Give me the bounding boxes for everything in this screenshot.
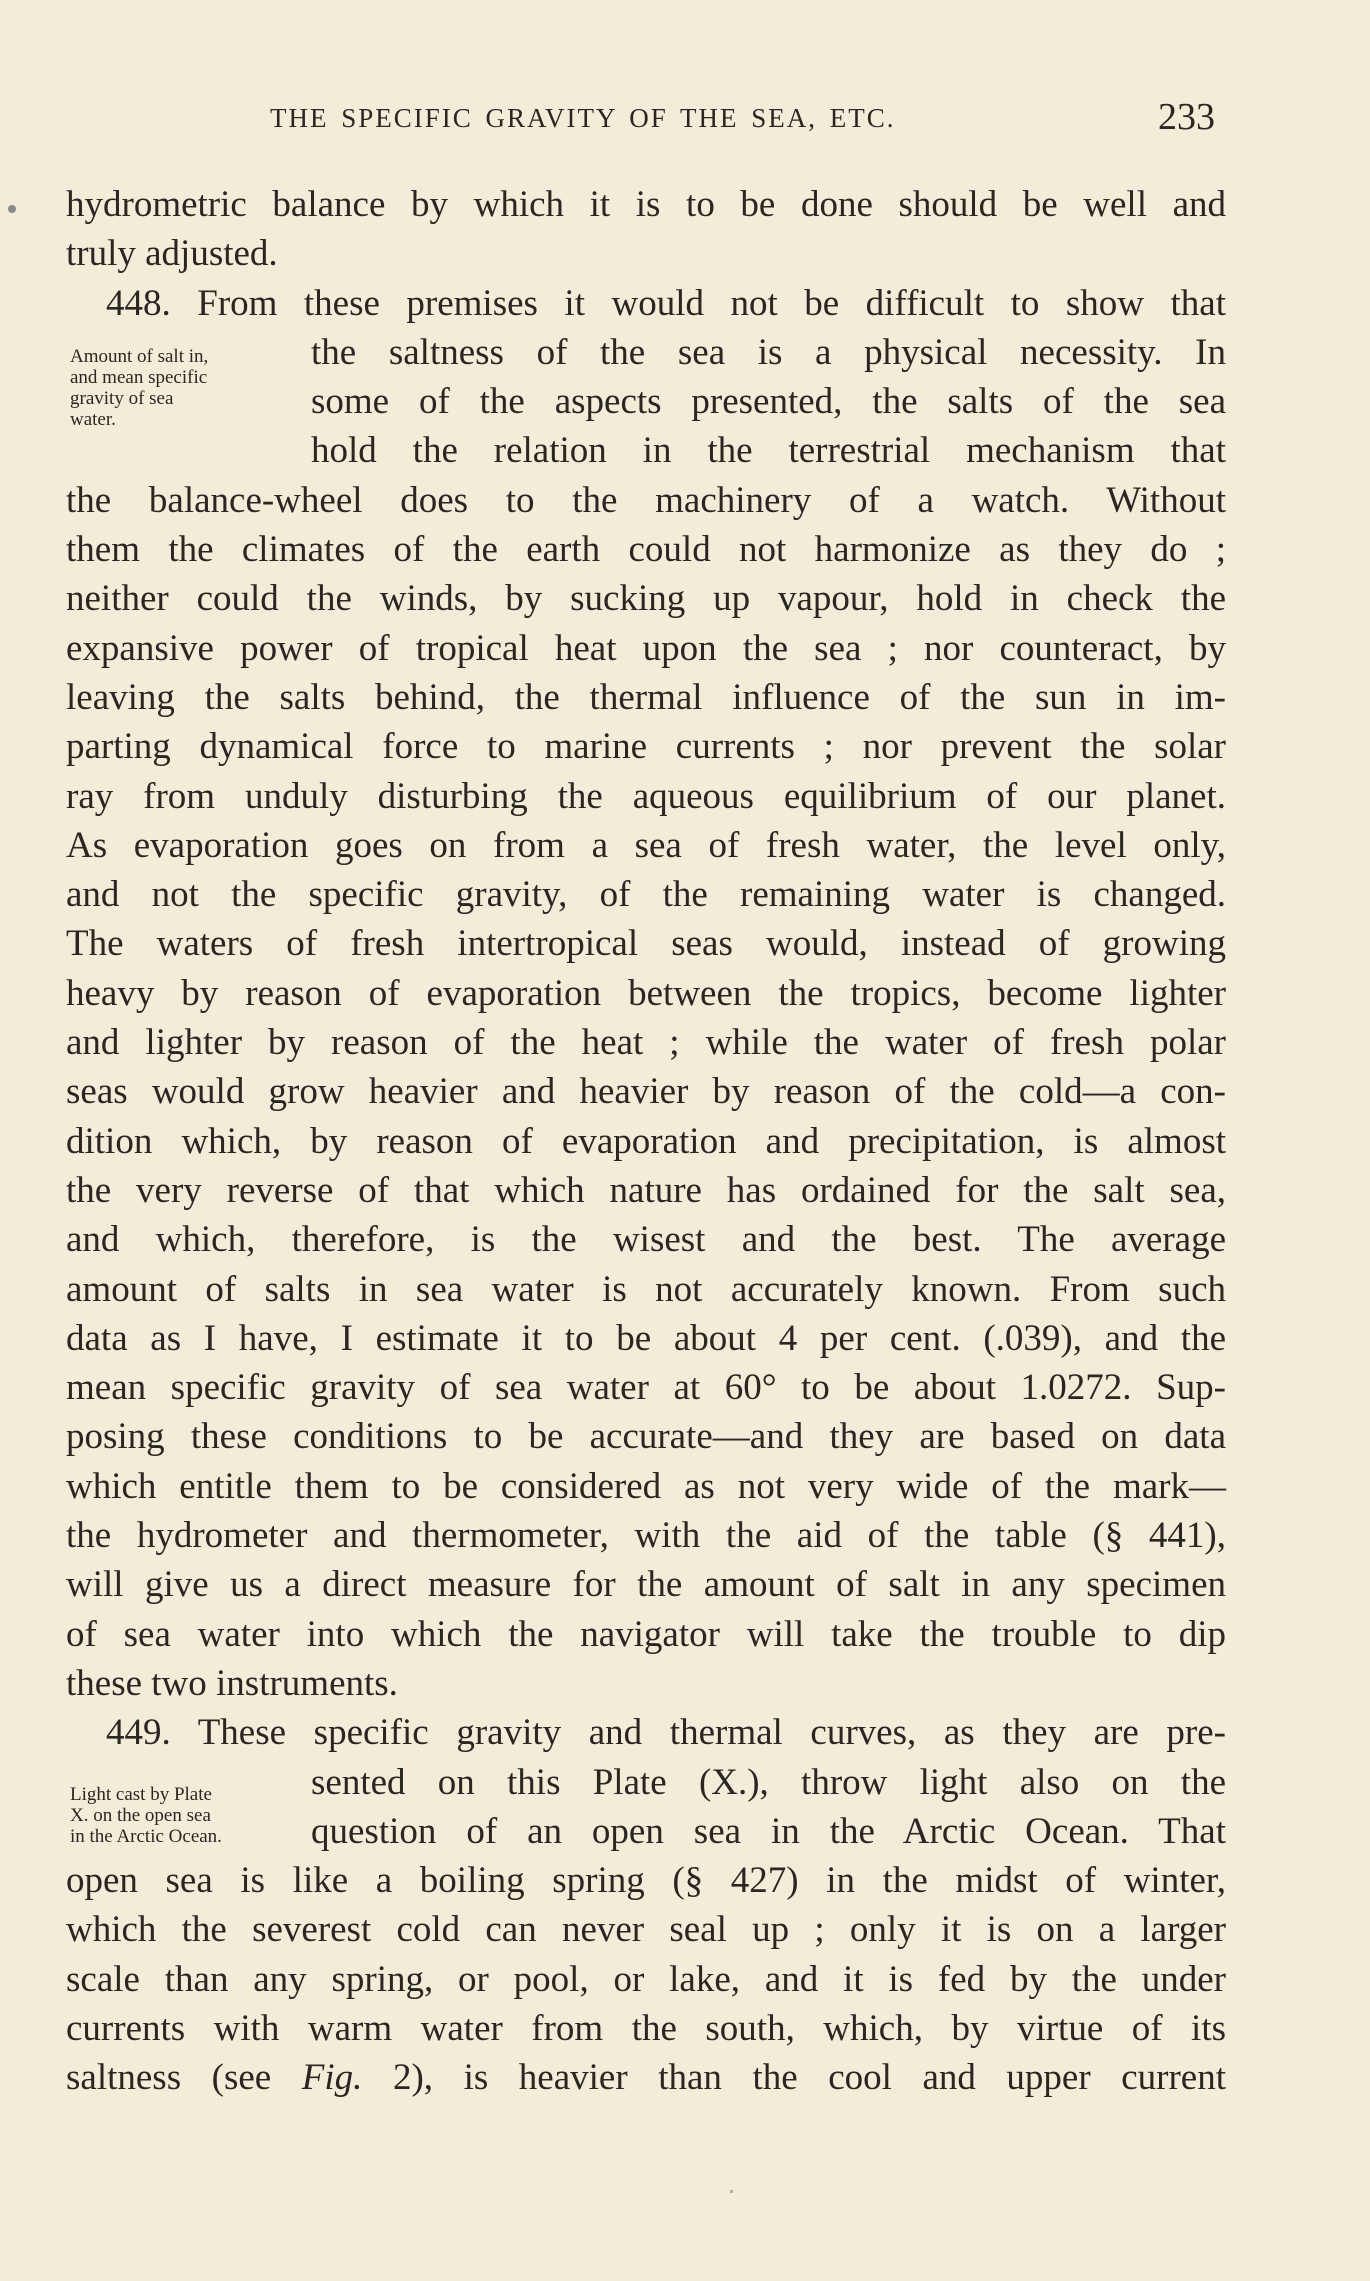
sidenote-line: in the Arctic Ocean. [70,1826,222,1847]
text-line: open sea is like a boiling spring (§ 427) in the midst of winter, [66,1860,1226,1902]
text-line: the saltness of the sea is a physical necessity. In [311,331,1226,373]
sidenote-line: Amount of salt in, [70,346,209,367]
text-line: will give us a direct measure for the amount of salt in any specimen [66,1564,1226,1606]
text-line: leaving the salts behind, the thermal influence of the sun in im- [66,676,1226,718]
text-line: mean specific gravity of sea water at 60° to be about 1.0272. Sup- [66,1367,1226,1409]
sidenote-line: and mean specific [70,367,208,388]
text-line: currents with warm water from the south, which, by virtue of its [66,2007,1226,2049]
figure-reference: Fig. [301,2057,363,2099]
text-line: them the climates of the earth could not harmonize as they do ; [66,529,1226,571]
text-line: these two instruments. [66,1662,398,1704]
margin-dot [8,205,16,213]
text-line: hydrometric balance by which it is to be done should be well and [66,184,1226,225]
text-line: posing these conditions to be accurate—and they are based on data [66,1416,1226,1458]
text-line: As evaporation goes on from a sea of fresh water, the level only, [66,824,1226,866]
text-line: hold the relation in the terrestrial mechanism that [311,430,1226,472]
text-line: neither could the winds, by sucking up vapour, hold in check the [66,578,1226,620]
text-segment: 2), is heavier than the cool and upper current [362,2057,1226,2099]
sidenote-line: Light cast by Plate [70,1784,212,1805]
body-text [66,180,1226,2103]
text-line: and not the specific gravity, of the remaining water is changed. [66,874,1226,916]
sidenote-line: water. [70,409,116,430]
running-head: THE SPECIFIC GRAVITY OF THE SEA, ETC. [270,103,896,133]
text-line: the hydrometer and thermometer, with the aid of the table (§ 441), [66,1515,1226,1557]
text-line: expansive power of tropical heat upon the sea ; nor counteract, by [66,627,1226,669]
sidenote-line: X. on the open sea [70,1805,211,1826]
text-line: dition which, by reason of evaporation and precipitation, is almost [66,1120,1226,1162]
text-line: data as I have, I estimate it to be about 4 per cent. (.039), and the [66,1317,1226,1359]
text-line-with-figure-ref [66,2053,1226,2102]
text-line: parting dynamical force to marine currents ; nor prevent the solar [66,726,1226,768]
text-line: sented on this Plate (X.), throw light also on the [311,1761,1226,1803]
page-header [270,95,1215,145]
text-line: amount of salts in sea water is not accurately known. From such [66,1268,1226,1310]
text-segment: saltness (see [66,2057,302,2099]
text-line: the very reverse of that which nature has ordained for the salt sea, [66,1169,1226,1211]
sidenote-line: gravity of sea [70,388,174,409]
text-line: which entitle them to be considered as not very wide of the mark— [66,1465,1226,1507]
text-line: truly adjusted. [66,233,278,275]
paragraph-449-start: 449. These specific gravity and thermal curves, as they are pre- [106,1712,1226,1754]
paragraph-448-start: 448. From these premises it would not be difficult to show that [106,282,1226,324]
text-line: which the severest cold can never seal up ; only it is on a larger [66,1909,1226,1951]
text-line: heavy by reason of evaporation between the tropics, become lighter [66,972,1226,1014]
page-number: 233 [1158,96,1215,138]
text-line: the balance-wheel does to the machinery of a watch. Without [66,479,1226,521]
text-line: ray from unduly disturbing the aqueous equilibrium of our planet. [66,775,1226,817]
text-line: some of the aspects presented, the salts of the sea [311,381,1226,423]
text-line: The waters of fresh intertropical seas would, instead of growing [66,923,1226,965]
paper-speck [730,2190,733,2193]
text-line: of sea water into which the navigator will take the trouble to dip [66,1613,1226,1655]
text-line: question of an open sea in the Arctic Ocean. That [311,1810,1226,1852]
text-line: scale than any spring, or pool, or lake, and it is fed by the under [66,1958,1226,2000]
text-line: and lighter by reason of the heat ; while the water of fresh polar [66,1022,1226,1064]
text-line: seas would grow heavier and heavier by reason of the cold—a con- [66,1071,1226,1113]
text-line: and which, therefore, is the wisest and the best. The average [66,1219,1226,1261]
